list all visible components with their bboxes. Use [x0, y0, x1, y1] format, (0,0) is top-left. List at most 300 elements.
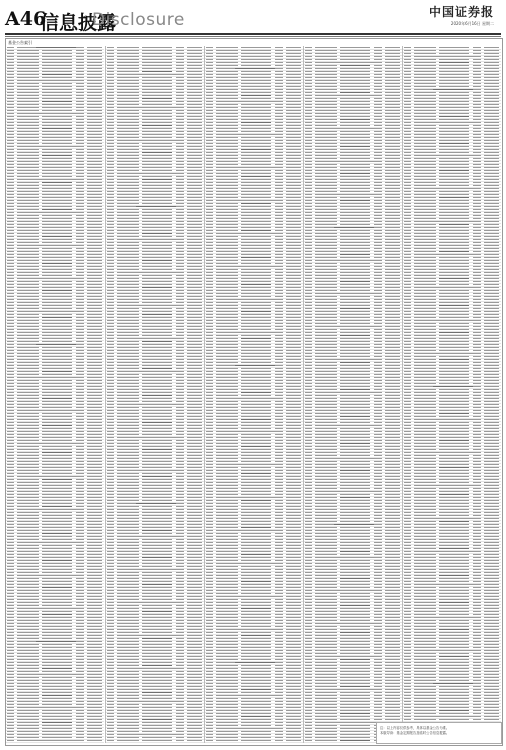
table-cell — [76, 491, 84, 492]
table-cell — [7, 608, 14, 609]
table-cell — [7, 695, 14, 696]
table-cell — [7, 491, 14, 492]
table-cell — [7, 104, 14, 105]
table-cell — [176, 170, 184, 171]
table-cell — [176, 329, 184, 330]
table-cell — [107, 158, 114, 159]
table-cell — [87, 497, 102, 498]
table-cell — [87, 296, 102, 297]
table-cell — [87, 584, 102, 585]
table-cell — [117, 467, 139, 468]
table-cell — [142, 95, 172, 96]
table-cell — [42, 629, 72, 630]
table-cell — [42, 701, 72, 702]
table-cell — [87, 719, 102, 720]
table-cell — [107, 464, 114, 465]
table-cell — [187, 215, 202, 216]
table-cell — [107, 242, 114, 243]
table-cell — [76, 221, 84, 222]
table-cell — [7, 266, 14, 267]
table-cell — [17, 416, 39, 417]
table-cell — [87, 380, 102, 381]
section-title-cn: 信息披露 — [40, 8, 116, 35]
table-cell — [107, 239, 114, 240]
table-cell — [7, 182, 14, 183]
table-cell — [17, 347, 39, 348]
table-cell — [107, 374, 114, 375]
table-cell — [87, 638, 102, 639]
table-cell — [107, 164, 114, 165]
table-cell — [42, 167, 72, 168]
table-cell — [117, 80, 139, 81]
table-cell — [7, 329, 14, 330]
table-cell — [117, 434, 139, 435]
table-cell — [87, 443, 102, 444]
table-cell — [7, 656, 14, 657]
table-cell — [87, 242, 102, 243]
table-cell — [87, 125, 102, 126]
table-cell — [76, 191, 84, 192]
table-cell — [76, 185, 84, 186]
table-cell — [117, 188, 139, 189]
table-cell — [87, 131, 102, 132]
table-cell — [87, 371, 102, 372]
table-cell — [7, 89, 14, 90]
table-cell — [87, 512, 102, 513]
table-cell — [117, 245, 139, 246]
table-cell — [17, 260, 39, 261]
table-cell — [42, 722, 72, 723]
table-cell — [117, 482, 139, 483]
table-cell — [87, 554, 102, 555]
table-cell — [117, 374, 139, 375]
table-cell — [42, 203, 72, 204]
table-cell — [42, 299, 72, 300]
table-cell — [42, 71, 72, 72]
table-cell — [87, 281, 102, 282]
table-cell — [87, 716, 102, 717]
table-cell — [187, 257, 202, 258]
table-cell — [7, 179, 14, 180]
table-cell — [17, 53, 39, 54]
table-cell — [117, 218, 139, 219]
table-cell — [142, 188, 172, 189]
table-cell — [176, 101, 184, 102]
table-cell — [42, 110, 72, 111]
table-cell — [142, 86, 172, 87]
table-cell — [117, 119, 139, 120]
table-cell — [107, 179, 114, 180]
table-cell — [176, 419, 184, 420]
table-cell — [17, 506, 39, 507]
table-cell — [107, 455, 114, 456]
table-cell — [17, 518, 39, 519]
table-cell — [176, 293, 184, 294]
table-cell — [87, 416, 102, 417]
table-cell — [17, 632, 39, 633]
table-cell — [76, 542, 84, 543]
table-cell — [142, 194, 172, 195]
table-cell — [117, 221, 139, 222]
table-cell — [42, 260, 72, 261]
table-cell — [136, 305, 176, 306]
table-cell — [107, 167, 114, 168]
table-cell — [176, 341, 184, 342]
table-cell — [17, 302, 39, 303]
table-cell — [117, 98, 139, 99]
table-cell — [42, 710, 72, 711]
table-cell — [117, 263, 139, 264]
table-cell — [76, 239, 84, 240]
table-cell — [142, 326, 172, 327]
table-cell — [142, 218, 172, 219]
table-cell — [7, 92, 14, 93]
table-cell — [76, 380, 84, 381]
table-cell — [42, 647, 72, 648]
table-cell — [176, 431, 184, 432]
table-cell — [36, 212, 76, 213]
table-cell — [76, 530, 84, 531]
table-cell — [17, 698, 39, 699]
table-cell — [87, 89, 102, 90]
table-cell — [87, 350, 102, 351]
table-cell — [17, 254, 39, 255]
table-cell — [42, 551, 72, 552]
table-cell — [76, 734, 84, 735]
table-cell — [76, 53, 84, 54]
table-cell — [42, 644, 72, 645]
table-cell — [176, 74, 184, 75]
table-cell — [176, 296, 184, 297]
table-cell — [7, 638, 14, 639]
table-cell — [107, 353, 114, 354]
table-cell — [17, 737, 39, 738]
table-cell — [17, 209, 39, 210]
table-cell — [7, 350, 14, 351]
table-cell — [17, 368, 39, 369]
table-cell — [7, 332, 14, 333]
table-cell — [42, 650, 72, 651]
table-cell — [76, 371, 84, 372]
table-cell — [7, 209, 14, 210]
table-cell — [136, 437, 176, 438]
table-cell — [17, 431, 39, 432]
table-cell — [7, 80, 14, 81]
table-cell — [87, 362, 102, 363]
table-cell — [17, 272, 39, 273]
table-cell — [87, 671, 102, 672]
table-cell — [7, 278, 14, 279]
table-cell — [87, 341, 102, 342]
table-cell — [87, 200, 102, 201]
table-cell — [42, 452, 72, 453]
table-cell — [76, 611, 84, 612]
table-cell — [142, 476, 172, 477]
table-cell — [17, 719, 39, 720]
table-cell — [176, 278, 184, 279]
table-cell — [187, 326, 202, 327]
table-cell — [142, 248, 172, 249]
table-cell — [187, 209, 202, 210]
table-cell — [42, 62, 72, 63]
table-cell — [17, 314, 39, 315]
table-cell — [117, 377, 139, 378]
table-cell — [17, 551, 39, 552]
table-cell — [117, 290, 139, 291]
table-cell — [42, 596, 72, 597]
table-cell — [7, 353, 14, 354]
table-cell — [42, 401, 72, 402]
table-cell — [87, 194, 102, 195]
table-cell — [142, 431, 172, 432]
table-cell — [107, 221, 114, 222]
table-cell — [7, 212, 14, 213]
table-cell — [7, 95, 14, 96]
table-cell — [87, 179, 102, 180]
table-cell — [7, 422, 14, 423]
table-cell — [117, 344, 139, 345]
table-cell — [17, 692, 39, 693]
table-cell — [187, 200, 202, 201]
table-cell — [42, 737, 72, 738]
table-cell — [187, 302, 202, 303]
table-cell — [142, 416, 172, 417]
table-cell — [76, 416, 84, 417]
table-cell — [176, 344, 184, 345]
table-cell — [87, 107, 102, 108]
table-cell — [76, 605, 84, 606]
table-cell — [42, 119, 72, 120]
table-cell — [42, 515, 72, 516]
table-cell — [87, 566, 102, 567]
table-cell — [42, 593, 72, 594]
table-cell — [7, 323, 14, 324]
table-cell — [17, 524, 39, 525]
table-cell — [117, 407, 139, 408]
table-cell — [87, 623, 102, 624]
table-cell — [117, 167, 139, 168]
table-cell — [17, 701, 39, 702]
table-cell — [176, 56, 184, 57]
table-cell — [142, 356, 172, 357]
table-cell — [7, 461, 14, 462]
table-cell — [187, 464, 202, 465]
table-cell — [187, 185, 202, 186]
table-cell — [7, 554, 14, 555]
table-cell — [87, 668, 102, 669]
table-cell — [76, 674, 84, 675]
table-cell — [142, 263, 172, 264]
table-cell — [87, 323, 102, 324]
table-cell — [42, 419, 72, 420]
table-cell — [42, 155, 72, 156]
table-cell — [76, 314, 84, 315]
table-cell — [76, 365, 84, 366]
table-cell — [17, 374, 39, 375]
table-cell — [42, 272, 72, 273]
table-cell — [107, 332, 114, 333]
table-cell — [176, 275, 184, 276]
table-cell — [76, 215, 84, 216]
table-cell — [42, 74, 72, 75]
table-cell — [42, 656, 72, 657]
table-cell — [107, 122, 114, 123]
table-cell — [107, 254, 114, 255]
table-cell — [42, 692, 72, 693]
table-cell — [176, 140, 184, 141]
table-cell — [176, 95, 184, 96]
table-cell — [42, 665, 72, 666]
table-cell — [76, 404, 84, 405]
table-cell — [142, 65, 172, 66]
table-cell — [136, 371, 176, 372]
table-cell — [76, 665, 84, 666]
table-cell — [117, 302, 139, 303]
table-cell — [76, 176, 84, 177]
table-cell — [7, 482, 14, 483]
table-cell — [36, 641, 76, 642]
table-cell — [7, 260, 14, 261]
table-cell — [176, 215, 184, 216]
table-cell — [107, 281, 114, 282]
table-cell — [117, 389, 139, 390]
table-cell — [107, 176, 114, 177]
table-cell — [7, 74, 14, 75]
table-cell — [87, 383, 102, 384]
table-cell — [17, 479, 39, 480]
table-cell — [142, 374, 172, 375]
table-cell — [76, 539, 84, 540]
table-cell — [87, 320, 102, 321]
table-cell — [176, 152, 184, 153]
table-cell — [7, 347, 14, 348]
table-cell — [76, 344, 84, 345]
table-cell — [87, 224, 102, 225]
table-cell — [42, 662, 72, 663]
table-cell — [17, 446, 39, 447]
table-cell — [176, 353, 184, 354]
table-cell — [87, 314, 102, 315]
table-cell — [7, 146, 14, 147]
table-cell — [176, 209, 184, 210]
table-cell — [107, 248, 114, 249]
table-cell — [107, 143, 114, 144]
table-cell — [17, 383, 39, 384]
table-cell — [107, 449, 114, 450]
table-cell — [42, 287, 72, 288]
table-cell — [176, 284, 184, 285]
table-cell — [76, 548, 84, 549]
table-cell — [142, 242, 172, 243]
table-cell — [42, 617, 72, 618]
table-cell — [42, 671, 72, 672]
table-cell — [17, 533, 39, 534]
table-cell — [42, 395, 72, 396]
table-cell — [76, 137, 84, 138]
table-cell — [142, 452, 172, 453]
table-cell — [117, 449, 139, 450]
table-cell — [42, 338, 72, 339]
table-cell — [87, 347, 102, 348]
table-cell — [187, 128, 202, 129]
table-cell — [87, 47, 102, 48]
table-cell — [176, 239, 184, 240]
table-cell — [7, 377, 14, 378]
table-cell — [17, 299, 39, 300]
table-cell — [42, 293, 72, 294]
table-cell — [142, 311, 172, 312]
table-cell — [142, 368, 172, 369]
table-cell — [17, 137, 39, 138]
table-cell — [7, 263, 14, 264]
table-cell — [142, 251, 172, 252]
table-cell — [42, 347, 72, 348]
table-cell — [176, 479, 184, 480]
table-cell — [142, 455, 172, 456]
table-cell — [117, 269, 139, 270]
table-cell — [142, 158, 172, 159]
table-cell — [117, 194, 139, 195]
table-cell — [87, 398, 102, 399]
table-cell — [187, 311, 202, 312]
table-cell — [17, 380, 39, 381]
table-cell — [7, 602, 14, 603]
table-cell — [17, 284, 39, 285]
table-cell — [17, 293, 39, 294]
table-cell — [187, 179, 202, 180]
table-cell — [87, 500, 102, 501]
table-cell — [42, 215, 72, 216]
table-cell — [187, 401, 202, 402]
table-cell — [176, 131, 184, 132]
table-cell — [7, 395, 14, 396]
table-cell — [42, 107, 72, 108]
table-cell — [17, 677, 39, 678]
table-cell — [42, 170, 72, 171]
table-cell — [7, 65, 14, 66]
table-cell — [142, 302, 172, 303]
table-cell — [76, 131, 84, 132]
table-cell — [87, 740, 102, 741]
table-cell — [42, 236, 72, 237]
table-cell — [87, 215, 102, 216]
table-cell — [7, 308, 14, 309]
table-cell — [76, 359, 84, 360]
table-cell — [142, 347, 172, 348]
table-cell — [7, 560, 14, 561]
table-cell — [117, 422, 139, 423]
table-cell — [187, 164, 202, 165]
table-cell — [76, 338, 84, 339]
table-cell — [187, 242, 202, 243]
table-cell — [7, 680, 14, 681]
table-cell — [87, 143, 102, 144]
table-cell — [76, 296, 84, 297]
table-cell — [142, 380, 172, 381]
table-cell — [76, 233, 84, 234]
table-cell — [107, 287, 114, 288]
table-cell — [87, 101, 102, 102]
table-cell — [142, 458, 172, 459]
table-cell — [42, 404, 72, 405]
table-cell — [7, 101, 14, 102]
table-cell — [142, 236, 172, 237]
table-cell — [176, 173, 184, 174]
table-cell — [42, 524, 72, 525]
table-cell — [42, 392, 72, 393]
table-cell — [176, 134, 184, 135]
table-cell — [176, 392, 184, 393]
